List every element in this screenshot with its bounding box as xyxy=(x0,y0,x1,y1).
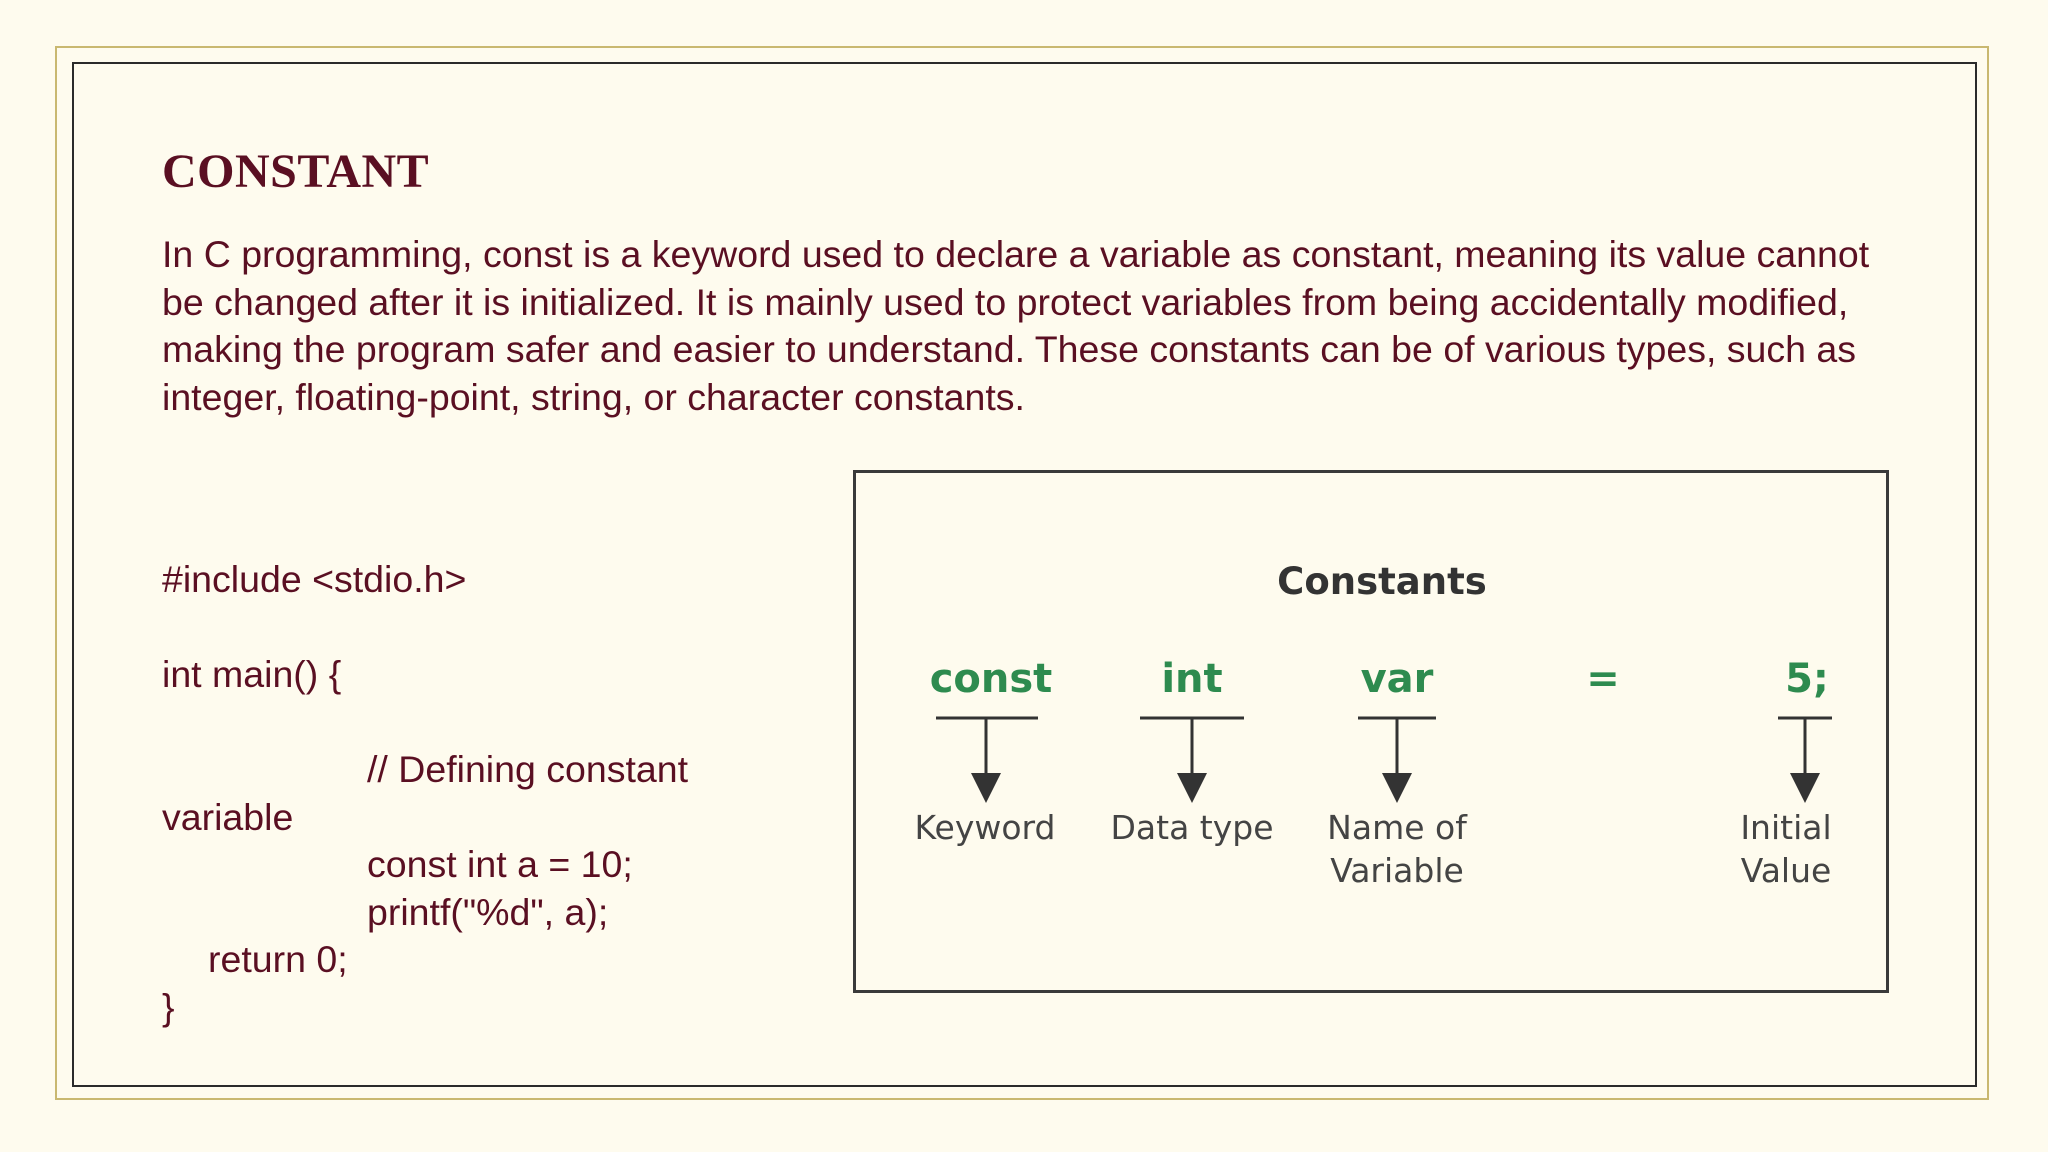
code-line-return: return 0; xyxy=(208,938,348,980)
label-name-of-variable: Name of Variable xyxy=(1327,808,1467,890)
code-line-comment: // Defining constant xyxy=(367,748,689,790)
token-int: int xyxy=(1161,656,1223,702)
diagram-title: Constants xyxy=(1277,560,1487,603)
code-line-close-brace: } xyxy=(162,985,175,1028)
code-line-include: #include <stdio.h> xyxy=(162,558,467,600)
token-var: var xyxy=(1360,656,1434,702)
code-example xyxy=(162,556,688,1031)
constants-diagram-box xyxy=(853,470,1889,993)
label-keyword: Keyword xyxy=(914,808,1056,847)
token-value: 5; xyxy=(1785,656,1829,702)
code-line-const-decl: const int a = 10; xyxy=(367,843,633,885)
code-line-main: int main() { xyxy=(162,653,342,695)
label-initial-value: Initial Value xyxy=(1740,808,1832,890)
label-datatype: Data type xyxy=(1110,808,1274,847)
code-line-blank xyxy=(162,604,688,652)
slide-title: CONSTANT xyxy=(162,145,430,198)
code-line-comment-wrap: variable xyxy=(162,795,294,838)
token-const: const xyxy=(929,656,1053,702)
token-equals: = xyxy=(1586,656,1620,702)
slide-description: In C programming, const is a keyword used to declare a variable as constant, meaning its value cannot be changed after it is initialized. It is mainly used to protect variables from being accidentally modified, making the program safer and easier to understand. These constants can be of various types, such as integer, floating-point, string, or character constants. xyxy=(162,233,1870,418)
code-line-printf: printf("%d", a); xyxy=(367,890,609,933)
code-line-blank xyxy=(162,699,688,747)
